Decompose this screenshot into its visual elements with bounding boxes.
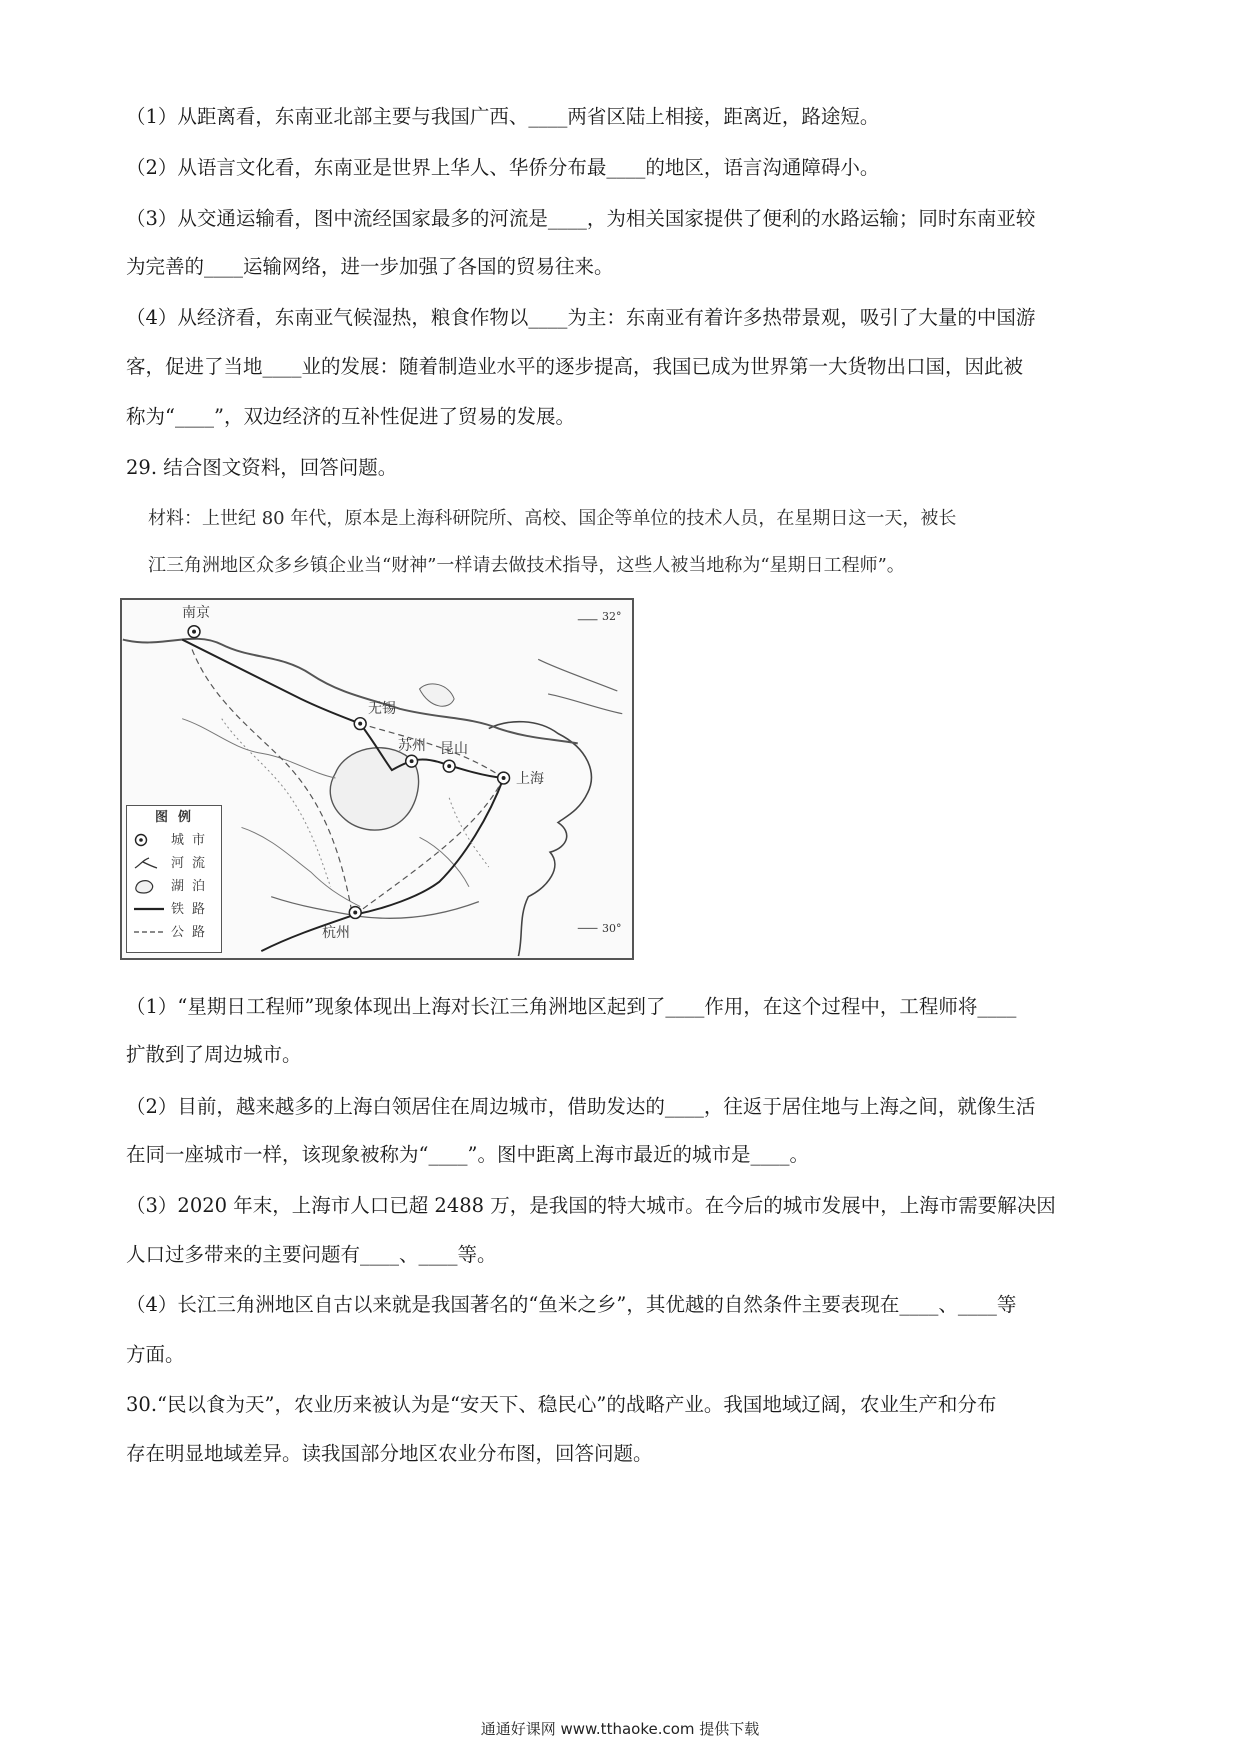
road-icon — [133, 923, 165, 941]
q29-sub2-line2: 在同一座城市一样，该现象被称为“____”。图中距离上海市最近的城市是____。 — [126, 1143, 809, 1166]
latitude-label-bottom: 30° — [602, 922, 622, 935]
city-marker-nanjing — [188, 626, 200, 638]
q29-sub1-line2: 扩散到了周边城市。 — [126, 1043, 302, 1066]
city-label-kunshan: 昆山 — [440, 741, 468, 757]
legend-item-railway: 铁路 — [127, 898, 221, 921]
q28-sub3-line1: （3）从交通运输看，图中流经国家最多的河流是____，为相关国家提供了便利的水路运输；同时东南亚较 — [126, 207, 1036, 230]
city-marker-shanghai — [498, 772, 510, 784]
q29-sub3-line2: 人口过多带来的主要问题有____、____等。 — [126, 1243, 497, 1266]
q28-sub3-line2: 为完善的____运输网络，进一步加强了各国的贸易往来。 — [126, 255, 614, 278]
yangtze-delta-map — [120, 598, 634, 960]
legend-item-road: 公路 — [127, 921, 221, 944]
city-label-wuxi: 无锡 — [368, 701, 396, 717]
page-footer: 通通好课网 www.tthaoke.com 提供下载 — [480, 1720, 760, 1738]
legend-item-city: 城市 — [127, 829, 221, 852]
railway-icon — [133, 900, 165, 918]
city-label-suzhou: 苏州 — [398, 738, 426, 754]
q29-sub3-line1: （3）2020 年末，上海市人口已超 2488 万，是我国的特大城市。在今后的城市发展中，上海市需要解决因 — [126, 1194, 1056, 1217]
legend-title: 图例 — [154, 810, 201, 825]
city-icon — [133, 831, 165, 849]
city-label-nanjing: 南京 — [182, 605, 210, 621]
q29-title: 29. 结合图文资料，回答问题。 — [126, 456, 398, 479]
q29-sub4-line1: （4）长江三角洲地区自古以来就是我国著名的“鱼米之乡”，其优越的自然条件主要表现在____、____等 — [126, 1293, 1017, 1316]
city-label-hangzhou: 杭州 — [322, 925, 350, 941]
lake-icon — [133, 877, 165, 895]
legend-item-river: 河流 — [127, 852, 221, 875]
q30-line1: 30.“民以食为天”，农业历来被认为是“安天下、稳民心”的战略产业。我国地域辽阔，农业生产和分布 — [126, 1393, 997, 1416]
q30-line2: 存在明显地域差异。读我国部分地区农业分布图，回答问题。 — [126, 1442, 653, 1465]
q28-sub4-line2: 客，促进了当地____业的发展：随着制造业水平的逐步提高，我国已成为世界第一大货物出口国，因此被 — [126, 355, 1024, 378]
q29-sub1-line1: （1）“星期日工程师”现象体现出上海对长江三角洲地区起到了____作用，在这个过程中，工程师将____ — [126, 995, 1017, 1018]
q28-sub4-line1: （4）从经济看，东南亚气候湿热，粮食作物以____为主：东南亚有着许多热带景观，吸引了大量的中国游 — [126, 306, 1036, 329]
city-marker-wuxi — [354, 718, 366, 730]
river-icon — [133, 854, 165, 872]
q29-material-line1: 材料：上世纪 80 年代，原本是上海科研院所、高校、国企等单位的技术人员，在星期日这一天，被长 — [148, 508, 957, 529]
city-marker-hangzhou — [349, 907, 361, 919]
q29-sub4-line2: 方面。 — [126, 1343, 185, 1366]
city-marker-suzhou — [406, 755, 418, 767]
q29-sub2-line1: （2）目前，越来越多的上海白领居住在周边城市，借助发达的____，往返于居住地与上海之间，就像生活 — [126, 1095, 1036, 1118]
city-marker-kunshan — [443, 760, 455, 772]
legend-item-lake: 湖泊 — [127, 875, 221, 898]
city-label-shanghai: 上海 — [516, 771, 544, 787]
q28-sub2: （2）从语言文化看，东南亚是世界上华人、华侨分布最____的地区，语言沟通障碍小。 — [126, 156, 880, 179]
q28-sub1: （1）从距离看，东南亚北部主要与我国广西、____两省区陆上相接，距离近，路途短。 — [126, 105, 880, 128]
q28-sub4-line3: 称为“____”，双边经济的互补性促进了贸易的发展。 — [126, 405, 575, 428]
q29-material-line2: 江三角洲地区众多乡镇企业当“财神”一样请去做技术指导，这些人被当地称为“星期日工程师”。 — [148, 555, 905, 576]
latitude-label-top: 32° — [602, 610, 622, 623]
map-legend — [126, 805, 222, 953]
